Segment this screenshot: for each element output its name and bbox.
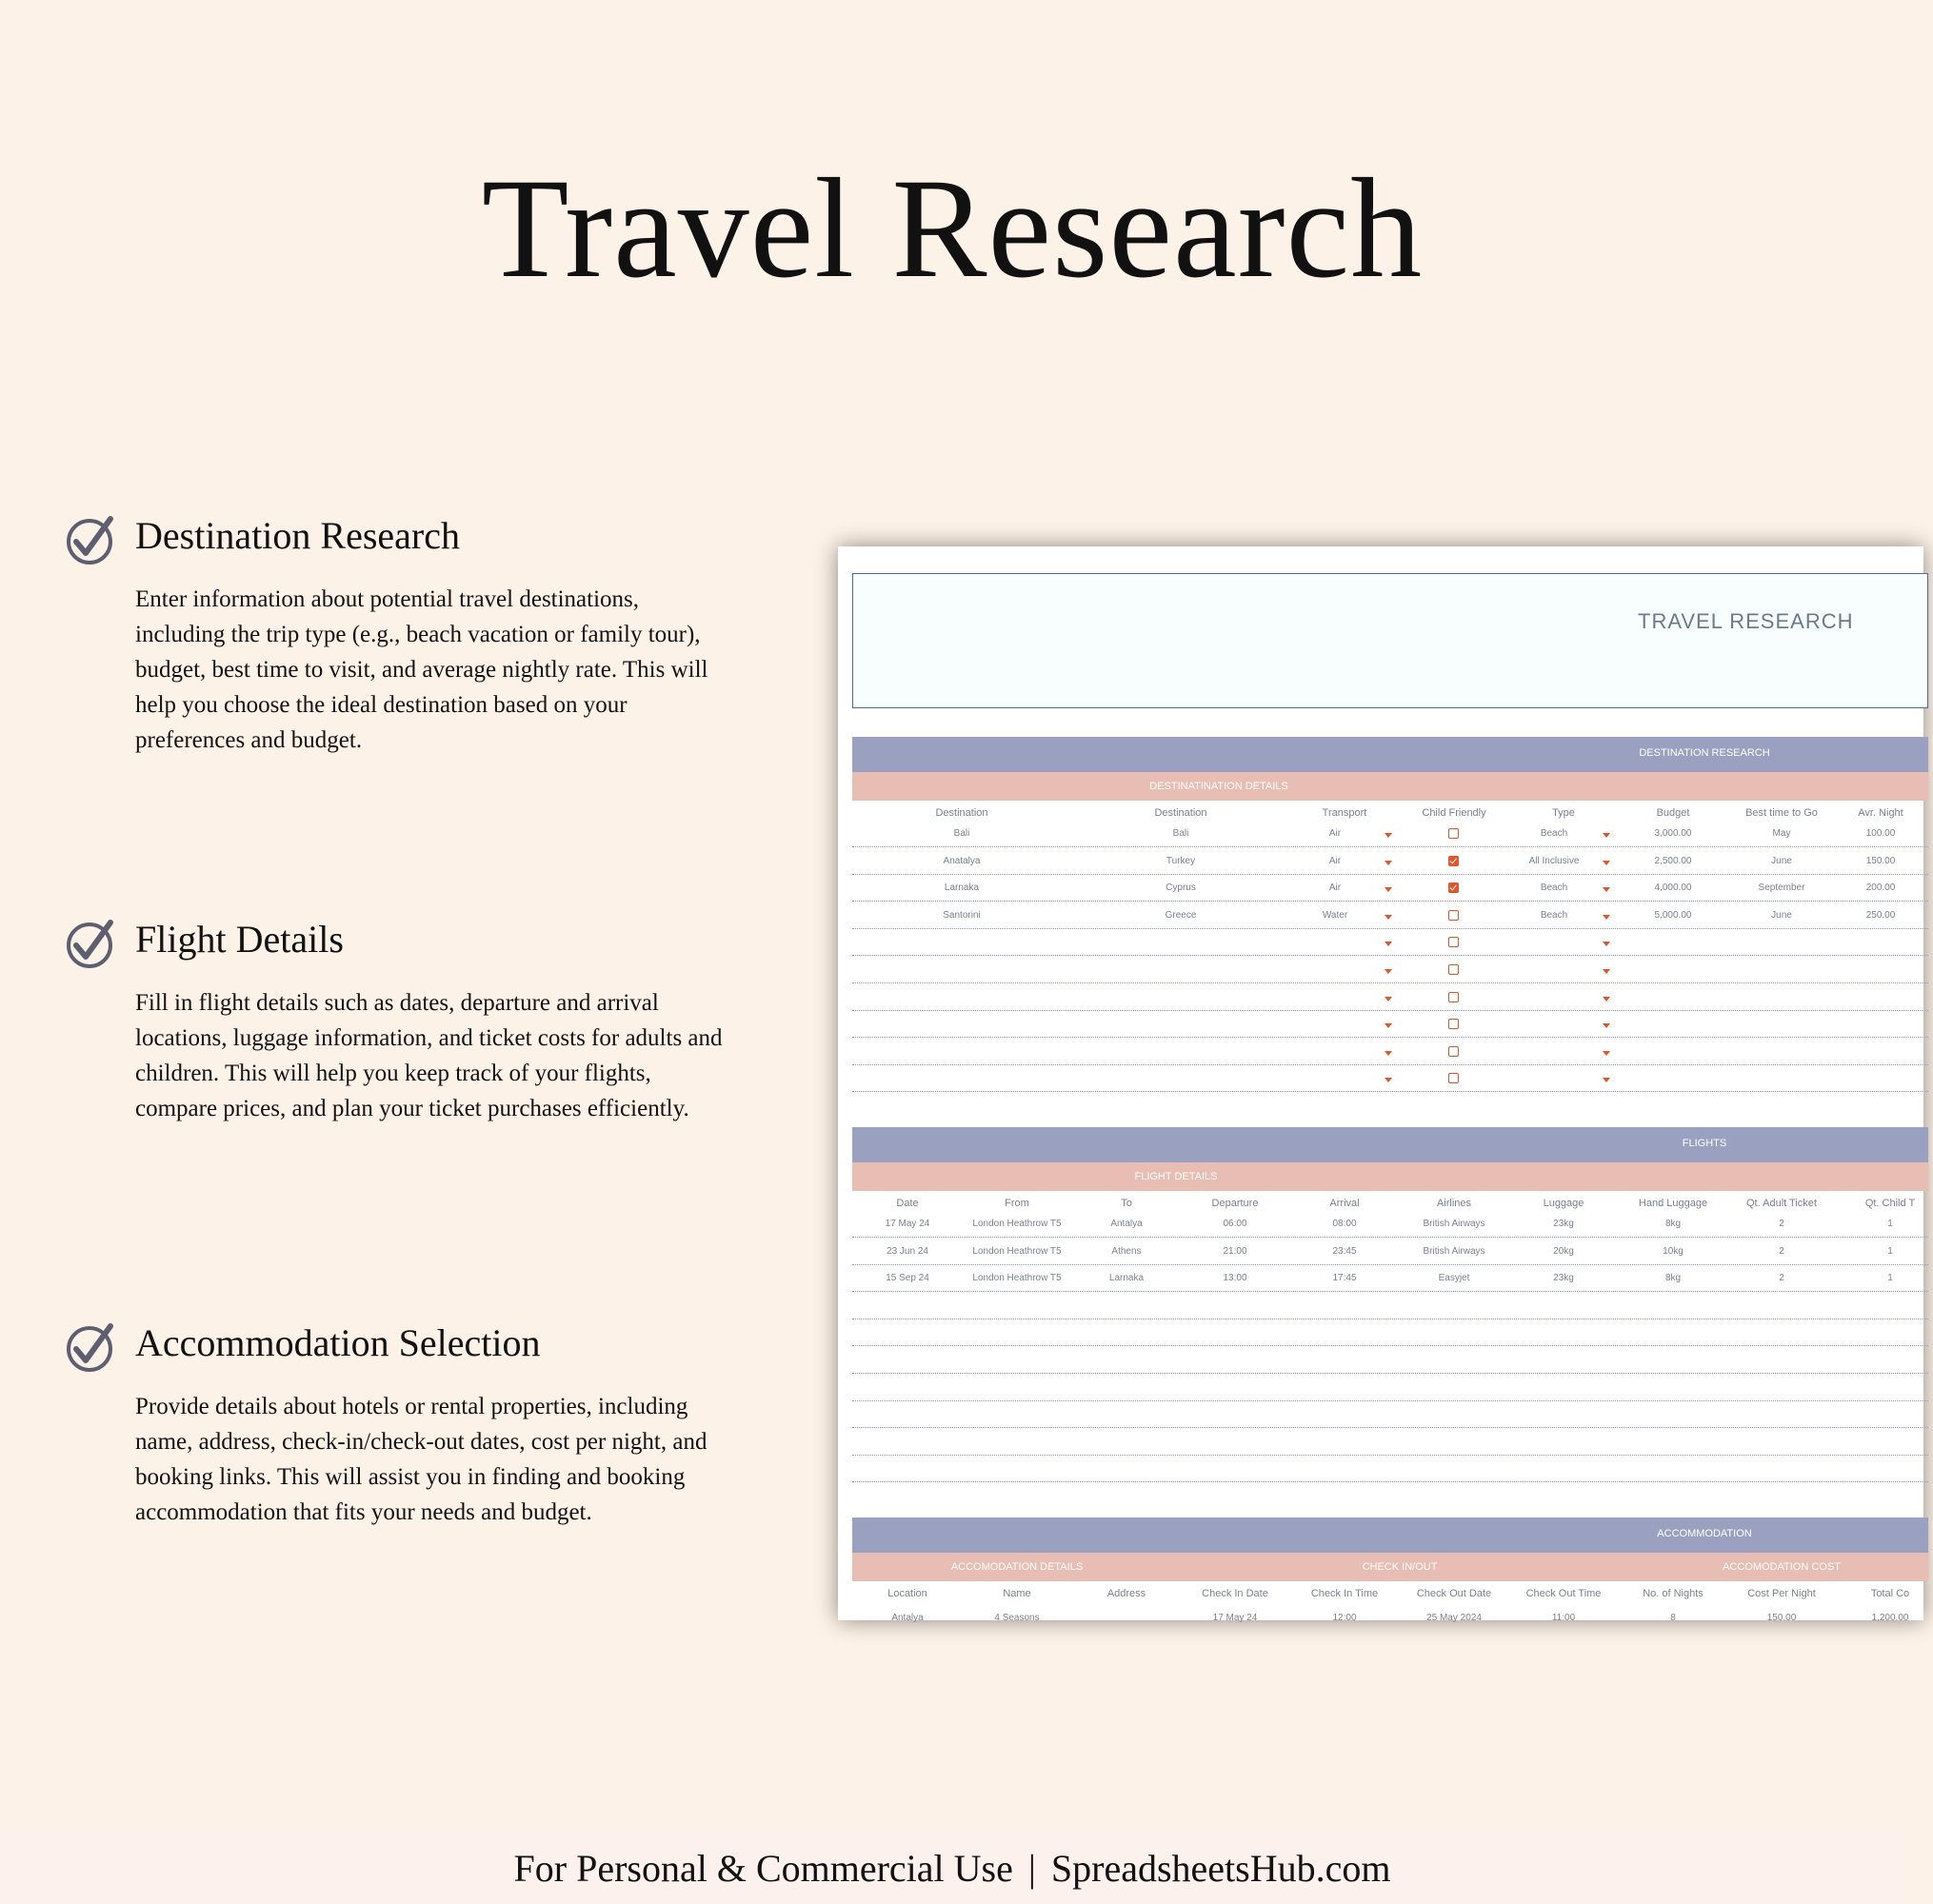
feature-accommodation-selection [65, 1317, 731, 1530]
accommodation-cell: Antalya [891, 1613, 924, 1623]
flight-cell: 2 [1779, 1273, 1784, 1284]
flights-band-label: FLIGHTS [1682, 1138, 1727, 1149]
type-dropdown-arrow-icon[interactable] [1603, 833, 1610, 838]
destination-cell: Beach [1540, 883, 1568, 894]
flight-cell: 1 [1887, 1273, 1893, 1284]
check-circle-icon [65, 515, 116, 566]
transport-dropdown-arrow-icon[interactable] [1385, 861, 1392, 865]
feature-destination-research [65, 509, 731, 758]
accommodation-cell: 4 Seasons [994, 1613, 1040, 1623]
feature-description: Fill in flight details such as dates, departure and arrival locations, luggage information, and ticket costs for adults and children. This will help you keep track of your flights, compare prices, and plan your ticket purchases efficiently. [135, 990, 723, 1121]
destination-cell: Anatalya [943, 855, 981, 866]
transport-dropdown-arrow-icon[interactable] [1385, 833, 1392, 838]
flights-col-header: Date [896, 1198, 919, 1209]
flight-cell: 23 Jun 24 [887, 1245, 928, 1257]
flight-cell: London Heathrow T5 [972, 1219, 1062, 1229]
accommodation-col-header: Location [887, 1588, 927, 1599]
flight-cell: 15 Sep 24 [886, 1273, 929, 1284]
accommodation-subband-label: ACCOMODATION DETAILS [950, 1561, 1084, 1573]
destination-cell: Bali [953, 828, 970, 839]
accommodation-cell: 150.00 [1766, 1613, 1797, 1623]
flight-cell: 23kg [1553, 1219, 1574, 1229]
destination-row-divider [852, 846, 1928, 847]
transport-dropdown-arrow-icon[interactable] [1385, 915, 1392, 920]
flight-cell: 8kg [1664, 1273, 1682, 1284]
feature-heading: Flight Details [135, 918, 344, 961]
sheet-header-box [852, 573, 1928, 708]
page-title: Travel Research [481, 149, 1424, 307]
destination-col-header: Best time to Go [1745, 807, 1818, 819]
destination-cell: All Inclusive [1528, 855, 1580, 866]
flights-col-header: Hand Luggage [1638, 1198, 1708, 1209]
accommodation-subband-label: CHECK IN/OUT [1362, 1561, 1438, 1573]
flight-cell: 13:00 [1223, 1273, 1247, 1284]
flight-cell: 17 May 24 [885, 1219, 930, 1229]
destination-col-header: Destination [935, 807, 988, 819]
destination-col-header: Transport [1322, 807, 1367, 819]
destination-cell: Bali [1172, 828, 1189, 839]
flights-col-header: To [1121, 1198, 1132, 1209]
destination-row-divider [852, 1064, 1928, 1065]
destination-cell: 150.00 [1865, 855, 1896, 866]
feature-heading: Destination Research [135, 514, 460, 557]
flight-cell: 8kg [1664, 1219, 1682, 1229]
accommodation-col-header: Address [1106, 1588, 1146, 1599]
child-friendly-checkbox[interactable] [1448, 856, 1459, 866]
spreadsheet-preview [838, 546, 1923, 1623]
transport-dropdown-arrow-icon[interactable] [1385, 969, 1392, 974]
destination-cell: May [1772, 828, 1791, 839]
accommodation-col-header: Check Out Time [1525, 1588, 1602, 1599]
destination-row-divider [852, 928, 1928, 929]
accommodation-cell: 8 [1670, 1613, 1676, 1623]
flights-col-header: Qt. Child T [1864, 1198, 1916, 1209]
destination-subband-label: DESTINATINATION DETAILS [1149, 781, 1288, 792]
accommodation-col-header: Check In Date [1202, 1588, 1268, 1599]
flight-cell: Antalya [1110, 1219, 1143, 1229]
accommodation-cell: 12:00 [1332, 1613, 1357, 1623]
flights-col-header: Qt. Adult Ticket [1746, 1198, 1817, 1209]
destination-row-divider [852, 901, 1928, 902]
transport-dropdown-arrow-icon[interactable] [1385, 1078, 1392, 1082]
transport-dropdown-arrow-icon[interactable] [1385, 997, 1392, 1002]
flights-row-divider [852, 1345, 1928, 1346]
flight-cell: 17:45 [1332, 1273, 1357, 1284]
feature-description: Provide details about hotels or rental properties, including name, address, check-in/check-out dates, cost per night, and booking links. This will assist you in finding and booking accommodation that fits your needs and budget. [135, 1394, 707, 1525]
destination-col-header: Budget [1656, 807, 1690, 819]
type-dropdown-arrow-icon[interactable] [1603, 997, 1610, 1002]
transport-dropdown-arrow-icon[interactable] [1385, 1051, 1392, 1056]
child-friendly-checkbox[interactable] [1448, 1046, 1459, 1057]
destination-cell: September [1758, 883, 1805, 894]
accommodation-cell: 11:00 [1551, 1613, 1576, 1623]
destination-cell: Greece [1165, 909, 1197, 921]
type-dropdown-arrow-icon[interactable] [1603, 915, 1610, 920]
flights-col-header: Arrival [1329, 1198, 1360, 1209]
destination-cell: 2,500.00 [1654, 855, 1692, 866]
transport-dropdown-arrow-icon[interactable] [1385, 1023, 1392, 1028]
flights-row-divider [852, 1481, 1928, 1482]
flights-col-header: From [1005, 1198, 1029, 1209]
destination-cell: Air [1328, 883, 1342, 894]
destination-row-divider [852, 955, 1928, 956]
flight-cell: 1 [1887, 1219, 1893, 1229]
destination-row-divider [852, 1037, 1928, 1038]
destination-cell: Cyprus [1166, 883, 1196, 894]
flight-cell: British Airways [1423, 1245, 1485, 1257]
destination-cell: 100.00 [1865, 828, 1896, 839]
accommodation-band-label: ACCOMMODATION [1657, 1528, 1752, 1539]
destination-row-divider [852, 874, 1928, 875]
flights-row-divider [852, 1264, 1928, 1265]
destination-cell: Air [1328, 828, 1342, 839]
flights-row-divider [852, 1400, 1928, 1401]
flights-row-divider [852, 1291, 1928, 1292]
footer-website-link[interactable]: SpreadsheetsHub.com [1050, 1847, 1391, 1890]
transport-dropdown-arrow-icon[interactable] [1385, 887, 1392, 892]
destination-cell: Turkey [1166, 855, 1196, 866]
footer [0, 1833, 1904, 1904]
flight-cell: London Heathrow T5 [972, 1273, 1062, 1284]
footer-license: For Personal & Commercial Use [513, 1847, 1013, 1890]
destination-col-header: Child Friendly [1422, 807, 1486, 819]
destination-cell: 3,000.00 [1654, 828, 1692, 839]
child-friendly-checkbox[interactable] [1448, 1019, 1459, 1029]
flight-cell: 10kg [1663, 1245, 1684, 1257]
flights-subband [852, 1162, 1928, 1191]
flight-cell: 2 [1779, 1219, 1784, 1229]
flight-cell: 06:00 [1223, 1219, 1247, 1229]
accommodation-col-header: Check In Time [1310, 1588, 1379, 1599]
flight-cell: Easyjet [1438, 1273, 1470, 1284]
feature-flight-details [65, 913, 731, 1126]
flight-cell: 23kg [1553, 1273, 1574, 1284]
accommodation-col-header: Name [1003, 1588, 1031, 1599]
flight-cell: Larnaka [1108, 1273, 1145, 1284]
accommodation-cell: 17 May 24 [1212, 1613, 1258, 1623]
flight-cell: 23:45 [1332, 1245, 1357, 1257]
type-dropdown-arrow-icon[interactable] [1603, 861, 1610, 865]
flight-cell: British Airways [1423, 1219, 1485, 1229]
child-friendly-checkbox[interactable] [1448, 1073, 1459, 1083]
destination-cell: 5,000.00 [1654, 909, 1692, 921]
type-dropdown-arrow-icon[interactable] [1603, 1078, 1610, 1082]
child-friendly-checkbox[interactable] [1448, 992, 1459, 1002]
destination-cell: June [1771, 855, 1792, 866]
sheet-title: TRAVEL RESEARCH [1638, 609, 1854, 633]
destination-band-label: DESTINATION RESEARCH [1639, 747, 1770, 759]
destination-cell: Air [1328, 855, 1342, 866]
accommodation-col-header: Total Co [1870, 1588, 1910, 1599]
accommodation-subband-label: ACCOMODATION COST [1723, 1561, 1841, 1573]
flights-col-header: Airlines [1436, 1198, 1472, 1209]
flight-cell: 21:00 [1223, 1245, 1247, 1257]
destination-cell: 250.00 [1865, 909, 1896, 921]
flights-col-header: Luggage [1543, 1198, 1584, 1209]
destination-col-header: Destination [1154, 807, 1207, 819]
destination-row-divider [852, 1010, 1928, 1011]
destination-col-header: Avr. Night [1858, 807, 1903, 819]
accommodation-col-header: No. of Nights [1643, 1588, 1704, 1599]
accommodation-col-header: Cost Per Night [1747, 1588, 1816, 1599]
child-friendly-checkbox[interactable] [1448, 964, 1459, 975]
flights-row-divider [852, 1455, 1928, 1456]
flight-cell: 08:00 [1332, 1219, 1357, 1229]
type-dropdown-arrow-icon[interactable] [1603, 887, 1610, 892]
flights-row-divider [852, 1237, 1928, 1238]
feature-description: Enter information about potential travel destinations, including the trip type (e.g., beach vacation or family tour), budget, best time to visit, and average nightly rate. This will help you choose the ideal destination based on your preferences and budget. [135, 586, 708, 753]
destination-cell: Santorini [943, 909, 981, 921]
destination-col-header: Type [1552, 807, 1575, 819]
flights-col-header: Departure [1211, 1198, 1259, 1209]
destination-row-divider [852, 1091, 1928, 1092]
type-dropdown-arrow-icon[interactable] [1603, 969, 1610, 974]
type-dropdown-arrow-icon[interactable] [1603, 1051, 1610, 1056]
accommodation-cell: 25 May 2024 [1426, 1613, 1482, 1623]
child-friendly-checkbox[interactable] [1448, 883, 1459, 893]
flights-subband-label: FLIGHT DETAILS [1134, 1171, 1218, 1182]
type-dropdown-arrow-icon[interactable] [1603, 1023, 1610, 1028]
feature-heading: Accommodation Selection [135, 1321, 541, 1364]
footer-separator: | [1027, 1847, 1036, 1890]
flight-cell: London Heathrow T5 [972, 1245, 1062, 1257]
flights-row-divider [852, 1373, 1928, 1374]
flights-row-divider [852, 1427, 1928, 1428]
destination-cell: Larnaka [944, 883, 980, 894]
flight-cell: 1 [1887, 1245, 1893, 1257]
destination-cell: Beach [1540, 828, 1568, 839]
child-friendly-checkbox[interactable] [1448, 937, 1459, 947]
child-friendly-checkbox[interactable] [1448, 828, 1459, 839]
check-circle-icon [65, 919, 116, 970]
destination-cell: 200.00 [1865, 883, 1896, 894]
flight-cell: Athens [1111, 1245, 1142, 1257]
destination-cell: 4,000.00 [1654, 883, 1692, 894]
destination-subband [852, 772, 1928, 801]
flight-cell: 20kg [1553, 1245, 1574, 1257]
destination-cell: Beach [1540, 909, 1568, 921]
flight-cell: 2 [1779, 1245, 1784, 1257]
destination-cell: June [1771, 909, 1792, 921]
transport-dropdown-arrow-icon[interactable] [1385, 942, 1392, 946]
destination-row-divider [852, 982, 1928, 983]
accommodation-col-header: Check Out Date [1416, 1588, 1492, 1599]
destination-cell: Water [1322, 909, 1348, 921]
child-friendly-checkbox[interactable] [1448, 910, 1459, 921]
type-dropdown-arrow-icon[interactable] [1603, 942, 1610, 946]
accommodation-cell: 1,200.00 [1871, 1613, 1909, 1623]
check-circle-icon [65, 1322, 116, 1374]
